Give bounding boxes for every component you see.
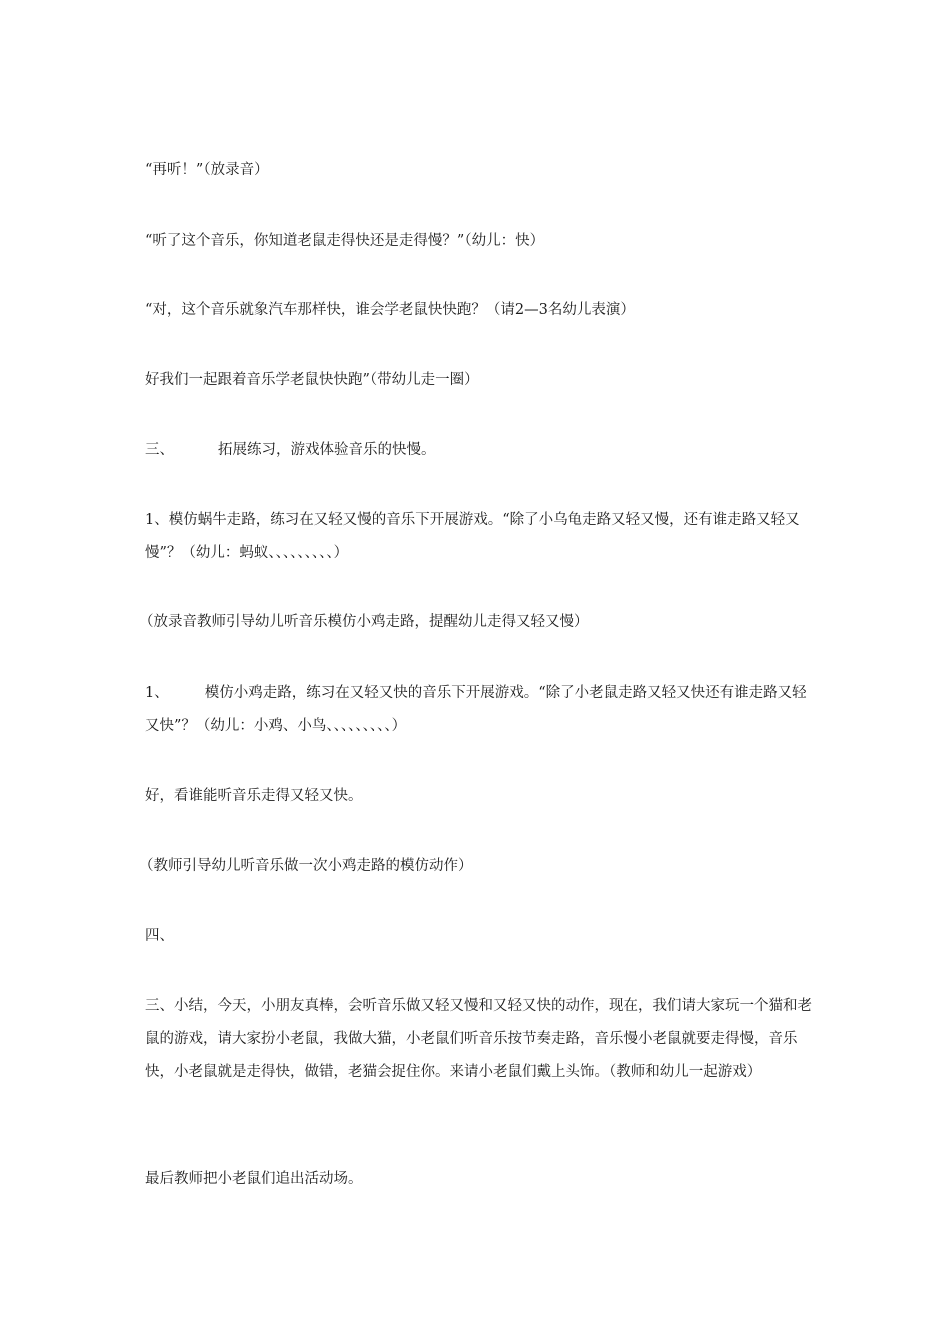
section-heading-text: 拓展练习，游戏体验音乐的快慢。: [218, 442, 436, 458]
paragraph-13: 最后教师把小老鼠们追出活动场。: [145, 1171, 363, 1187]
paragraph-12: 三、小结，今天，小朋友真棒，会听音乐做又轻又慢和又轻又快的动作，现在，我们请大家玩一个猫和老鼠的游戏，请大家扮小老鼠，我做大猫，小老鼠们听音乐按节奏走路，音乐慢小老鼠就要走得慢，音乐快，小老鼠就是走得快，做错，老猫会捉住你。来请小老鼠们戴上头饰。（教师和幼儿一起游戏）: [145, 998, 812, 1080]
paragraph-1: “再听！”（放录音）: [145, 162, 269, 178]
section-heading-4: 四、: [145, 928, 174, 944]
paragraph-8-text: 模仿小鸡走路，练习在又轻又快的音乐下开展游戏。“除了小老鼠走路又轻又快还有谁走路又轻又快”？（幼儿：小鸡、小鸟、、、、、、、、、）: [145, 685, 807, 734]
paragraph-4: 好我们一起跟着音乐学老鼠快快跑”（带幼儿走一圈）: [145, 372, 479, 388]
paragraph-3: “对，这个音乐就象汽车那样快，谁会学老鼠快快跑？（请2—3名幼儿表演）: [145, 302, 635, 318]
paragraph-8: [145, 677, 815, 743]
paragraph-10: （教师引导幼儿听音乐做一次小鸡走路的模仿动作）: [139, 858, 473, 874]
paragraph-6: 1、模仿蜗牛走路，练习在又轻又慢的音乐下开展游戏。“除了小乌龟走路又轻又慢，还有谁走路又轻又慢”？（幼儿：蚂蚁、、、、、、、、、）: [145, 512, 800, 561]
paragraph-2: “听了这个音乐，你知道老鼠走得快还是走得慢？”（幼儿：快）: [145, 233, 545, 249]
list-marker: 1、: [145, 685, 169, 701]
paragraph-9: 好，看谁能听音乐走得又轻又快。: [145, 788, 363, 804]
paragraph-7: （放录音教师引导幼儿听音乐模仿小鸡走路，提醒幼儿走得又轻又慢）: [139, 614, 589, 630]
section-marker: 三、: [145, 442, 174, 458]
section-heading-3: [145, 434, 815, 467]
